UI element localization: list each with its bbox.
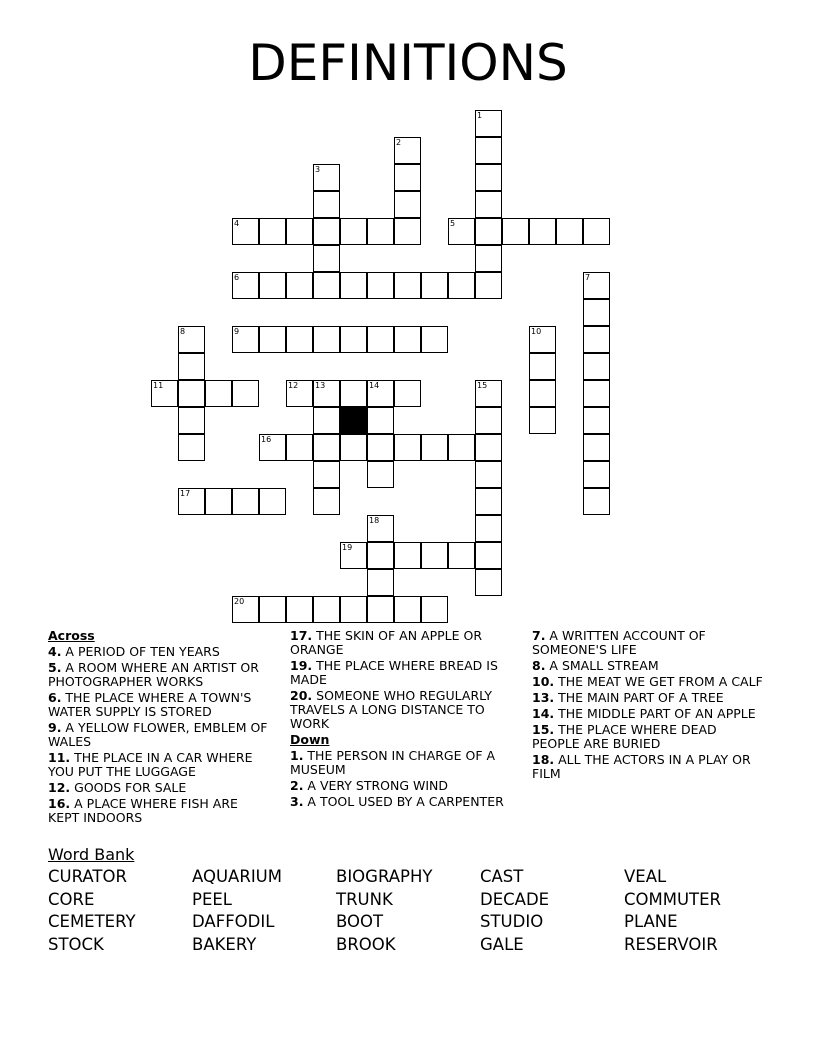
clue-text: A PERIOD OF TEN YEARS: [61, 644, 220, 659]
grid-cell[interactable]: [475, 569, 502, 596]
clue-number-label: 14.: [532, 706, 555, 721]
clue-text: A PLACE WHERE FISH ARE KEPT INDOORS: [48, 796, 238, 825]
clue-number-label: 3.: [290, 794, 304, 809]
grid-cell[interactable]: [475, 272, 502, 299]
grid-cell[interactable]: [340, 326, 367, 353]
clue-down: [532, 629, 767, 657]
clue-text: A SMALL STREAM: [545, 658, 659, 673]
clue-number: 5: [450, 219, 456, 228]
clue-text: THE MEAT WE GET FROM A CALF: [554, 674, 763, 689]
word-bank-item: STUDIO: [480, 912, 544, 932]
clue-number-label: 7.: [532, 628, 546, 643]
clue-number-label: 18.: [532, 752, 555, 767]
clue-text: THE MIDDLE PART OF AN APPLE: [554, 706, 756, 721]
grid-cell[interactable]: [583, 488, 610, 515]
clue-down: [532, 659, 767, 673]
word-bank-item: BIOGRAPHY: [336, 867, 433, 886]
clue-text: A WRITTEN ACCOUNT OF SOMEONE'S LIFE: [532, 628, 706, 657]
clues-column-1: [48, 629, 273, 827]
grid-cell[interactable]: [313, 326, 340, 353]
clue-number-label: 15.: [532, 722, 555, 737]
grid-cell[interactable]: [313, 488, 340, 515]
grid-cell[interactable]: [394, 380, 421, 407]
clue-across: [290, 659, 515, 687]
grid-cell[interactable]: [286, 272, 313, 299]
grid-cell[interactable]: [475, 434, 502, 461]
grid-cell[interactable]: [394, 434, 421, 461]
clue-number: 13: [315, 381, 326, 390]
clue-number-label: 20.: [290, 688, 313, 703]
grid-cell[interactable]: [394, 542, 421, 569]
grid-cell[interactable]: [259, 488, 286, 515]
down-header: Down: [290, 732, 330, 747]
clue-number-label: 9.: [48, 720, 62, 735]
clue-text: SOMEONE WHO REGULARLY TRAVELS A LONG DISTANCE TO WORK: [290, 688, 493, 731]
clue-number-label: 10.: [532, 674, 555, 689]
grid-cell[interactable]: [583, 407, 610, 434]
grid-cell[interactable]: [340, 434, 367, 461]
clue-down: [532, 723, 767, 751]
grid-cell[interactable]: [529, 218, 556, 245]
clue-across: [48, 721, 273, 749]
grid-cell[interactable]: [367, 218, 394, 245]
grid-cell[interactable]: [367, 272, 394, 299]
grid-cell[interactable]: [448, 434, 475, 461]
grid-cell[interactable]: [313, 596, 340, 623]
grid-cell[interactable]: [583, 299, 610, 326]
word-bank-item: PLANE: [624, 912, 678, 932]
clue-number: 11: [153, 381, 164, 390]
clue-text: THE PERSON IN CHARGE OF A MUSEUM: [290, 748, 496, 777]
clue-number: 18: [369, 516, 380, 525]
word-bank-item: BAKERY: [192, 935, 257, 955]
clue-number: 12: [288, 381, 299, 390]
grid-cell[interactable]: [259, 596, 286, 623]
grid-cell[interactable]: [394, 272, 421, 299]
grid-cell[interactable]: [313, 245, 340, 272]
clue-number: 8: [180, 327, 186, 336]
grid-cell[interactable]: [556, 218, 583, 245]
word-bank-item: COMMUTER: [624, 889, 722, 909]
grid-cell[interactable]: [475, 137, 502, 164]
clue-number: 7: [585, 273, 591, 282]
grid-cell[interactable]: [475, 461, 502, 488]
clue-number: 6: [234, 273, 240, 282]
clue-across: [48, 661, 273, 689]
grid-cell[interactable]: [340, 218, 367, 245]
clue-number-label: 16.: [48, 796, 71, 811]
clue-across: [48, 691, 273, 719]
clues-column-2: [290, 629, 515, 811]
word-bank-item: BOOT: [336, 912, 384, 932]
grid-cell[interactable]: [475, 218, 502, 245]
word-bank-item: VEAL: [624, 867, 667, 886]
word-bank-item: DAFFODIL: [192, 912, 275, 932]
grid-cell[interactable]: [394, 596, 421, 623]
clue-number: 19: [342, 543, 353, 552]
clue-text: GOODS FOR SALE: [70, 780, 187, 795]
grid-cell[interactable]: [232, 380, 259, 407]
grid-cell[interactable]: [448, 272, 475, 299]
grid-cell[interactable]: [475, 515, 502, 542]
clue-across: [48, 797, 273, 825]
word-bank-title: Word Bank: [48, 845, 135, 864]
grid-cell[interactable]: [475, 407, 502, 434]
clue-across: [48, 645, 273, 659]
clue-text: THE PLACE IN A CAR WHERE YOU PUT THE LUGGAGE: [48, 750, 253, 779]
clue-number: 17: [180, 489, 191, 498]
grid-cell[interactable]: [313, 191, 340, 218]
clue-number: 9: [234, 327, 240, 336]
grid-cell[interactable]: [583, 353, 610, 380]
grid-cell[interactable]: [394, 326, 421, 353]
grid-cell[interactable]: [340, 380, 367, 407]
clue-number-label: 1.: [290, 748, 304, 763]
grid-cell[interactable]: [475, 488, 502, 515]
grid-cell[interactable]: [286, 434, 313, 461]
grid-cell[interactable]: [178, 353, 205, 380]
word-bank-item: DECADE: [480, 889, 550, 909]
grid-cell[interactable]: [178, 407, 205, 434]
grid-cell[interactable]: [394, 164, 421, 191]
grid-cell[interactable]: [529, 353, 556, 380]
clue-text: THE MAIN PART OF A TREE: [554, 690, 724, 705]
grid-cell[interactable]: [286, 326, 313, 353]
clue-down: [532, 753, 767, 781]
clue-text: A ROOM WHERE AN ARTIST OR PHOTOGRAPHER WORKS: [48, 660, 259, 689]
clues-column-3: [532, 629, 767, 783]
clue-number-label: 5.: [48, 660, 62, 675]
word-bank-item: TRUNK: [336, 889, 393, 909]
clue-down: [532, 691, 767, 705]
grid-cell[interactable]: [313, 272, 340, 299]
grid-cell[interactable]: [583, 380, 610, 407]
grid-cell[interactable]: [394, 218, 421, 245]
word-bank-item: BROOK: [336, 935, 396, 955]
grid-cell[interactable]: [340, 596, 367, 623]
grid-cell[interactable]: [448, 542, 475, 569]
clue-number-label: 19.: [290, 658, 313, 673]
clue-text: A VERY STRONG WIND: [303, 778, 449, 793]
clue-down: [290, 779, 515, 793]
grid-cell[interactable]: [421, 434, 448, 461]
word-bank-item: GALE: [480, 935, 524, 955]
across-header: Across: [48, 628, 95, 643]
grid-cell[interactable]: [367, 542, 394, 569]
grid-cell[interactable]: [367, 407, 394, 434]
clue-text: THE PLACE WHERE A TOWN'S WATER SUPPLY IS STORED: [48, 690, 252, 719]
grid-cell[interactable]: [583, 218, 610, 245]
word-bank-item: STOCK: [48, 935, 104, 955]
clue-across: [48, 751, 273, 779]
clue-down: [532, 707, 767, 721]
clue-number-label: 17.: [290, 628, 313, 643]
clue-number: 20: [234, 597, 245, 606]
grid-cell[interactable]: [259, 272, 286, 299]
grid-cell[interactable]: [259, 326, 286, 353]
grid-cell[interactable]: [475, 245, 502, 272]
grid-cell[interactable]: [313, 218, 340, 245]
clue-number: 4: [234, 219, 240, 228]
grid-cell[interactable]: [313, 434, 340, 461]
grid-cell[interactable]: [475, 191, 502, 218]
grid-cell[interactable]: [205, 488, 232, 515]
grid-cell[interactable]: [178, 434, 205, 461]
word-bank-item: CAST: [480, 867, 524, 886]
grid-cell[interactable]: [313, 461, 340, 488]
clue-text: ALL THE ACTORS IN A PLAY OR FILM: [532, 752, 751, 781]
grid-cell[interactable]: [583, 461, 610, 488]
grid-cell[interactable]: [394, 191, 421, 218]
grid-cell[interactable]: [475, 542, 502, 569]
grid-cell[interactable]: [421, 542, 448, 569]
clue-number: 1: [477, 111, 483, 120]
clue-number-label: 13.: [532, 690, 555, 705]
clue-number-label: 6.: [48, 690, 62, 705]
word-bank-item: RESERVOIR: [624, 935, 718, 955]
clue-text: THE SKIN OF AN APPLE OR ORANGE: [290, 628, 483, 657]
clue-text: THE PLACE WHERE DEAD PEOPLE ARE BURIED: [532, 722, 717, 751]
grid-cell[interactable]: [583, 434, 610, 461]
grid-cell[interactable]: [286, 218, 313, 245]
clue-text: A YELLOW FLOWER, EMBLEM OF WALES: [48, 720, 268, 749]
grid-cell[interactable]: [367, 569, 394, 596]
grid-cell[interactable]: [178, 380, 205, 407]
clue-text: THE PLACE WHERE BREAD IS MADE: [290, 658, 498, 687]
grid-cell[interactable]: [529, 380, 556, 407]
grid-cell[interactable]: [340, 272, 367, 299]
clue-number-label: 8.: [532, 658, 546, 673]
word-bank-item: AQUARIUM: [192, 867, 282, 886]
grid-cell[interactable]: [367, 326, 394, 353]
page-title: DEFINITIONS: [248, 34, 568, 92]
black-cell: [340, 407, 367, 434]
clue-across: [290, 629, 515, 657]
grid-cell[interactable]: [367, 461, 394, 488]
clue-down: [532, 675, 767, 689]
grid-cell[interactable]: [421, 596, 448, 623]
word-bank-item: PEEL: [192, 889, 232, 909]
grid-cell[interactable]: [205, 380, 232, 407]
clue-number: 14: [369, 381, 380, 390]
grid-cell[interactable]: [421, 326, 448, 353]
word-bank-item: CEMETERY: [48, 912, 136, 932]
clue-number-label: 2.: [290, 778, 304, 793]
clue-down: [290, 749, 515, 777]
grid-cell[interactable]: [475, 164, 502, 191]
clue-number: 16: [261, 435, 272, 444]
clue-number: 3: [315, 165, 321, 174]
grid-cell[interactable]: [367, 434, 394, 461]
grid-cell[interactable]: [502, 218, 529, 245]
clue-number: 10: [531, 327, 542, 336]
grid-cell[interactable]: [529, 407, 556, 434]
clue-down: [290, 795, 515, 809]
grid-cell[interactable]: [313, 407, 340, 434]
clue-number: 15: [477, 381, 488, 390]
word-bank-item: CURATOR: [48, 867, 127, 886]
grid-cell[interactable]: [367, 596, 394, 623]
grid-cell[interactable]: [232, 488, 259, 515]
clue-text: A TOOL USED BY A CARPENTER: [303, 794, 504, 809]
grid-cell[interactable]: [421, 272, 448, 299]
clue-number-label: 11.: [48, 750, 71, 765]
grid-cell[interactable]: [286, 596, 313, 623]
clue-across: [48, 781, 273, 795]
clue-number-label: 4.: [48, 644, 62, 659]
clue-across: [290, 689, 515, 731]
grid-cell[interactable]: [583, 326, 610, 353]
clue-number: 2: [396, 138, 402, 147]
grid-cell[interactable]: [259, 218, 286, 245]
word-bank-item: CORE: [48, 889, 95, 909]
clue-number-label: 12.: [48, 780, 71, 795]
